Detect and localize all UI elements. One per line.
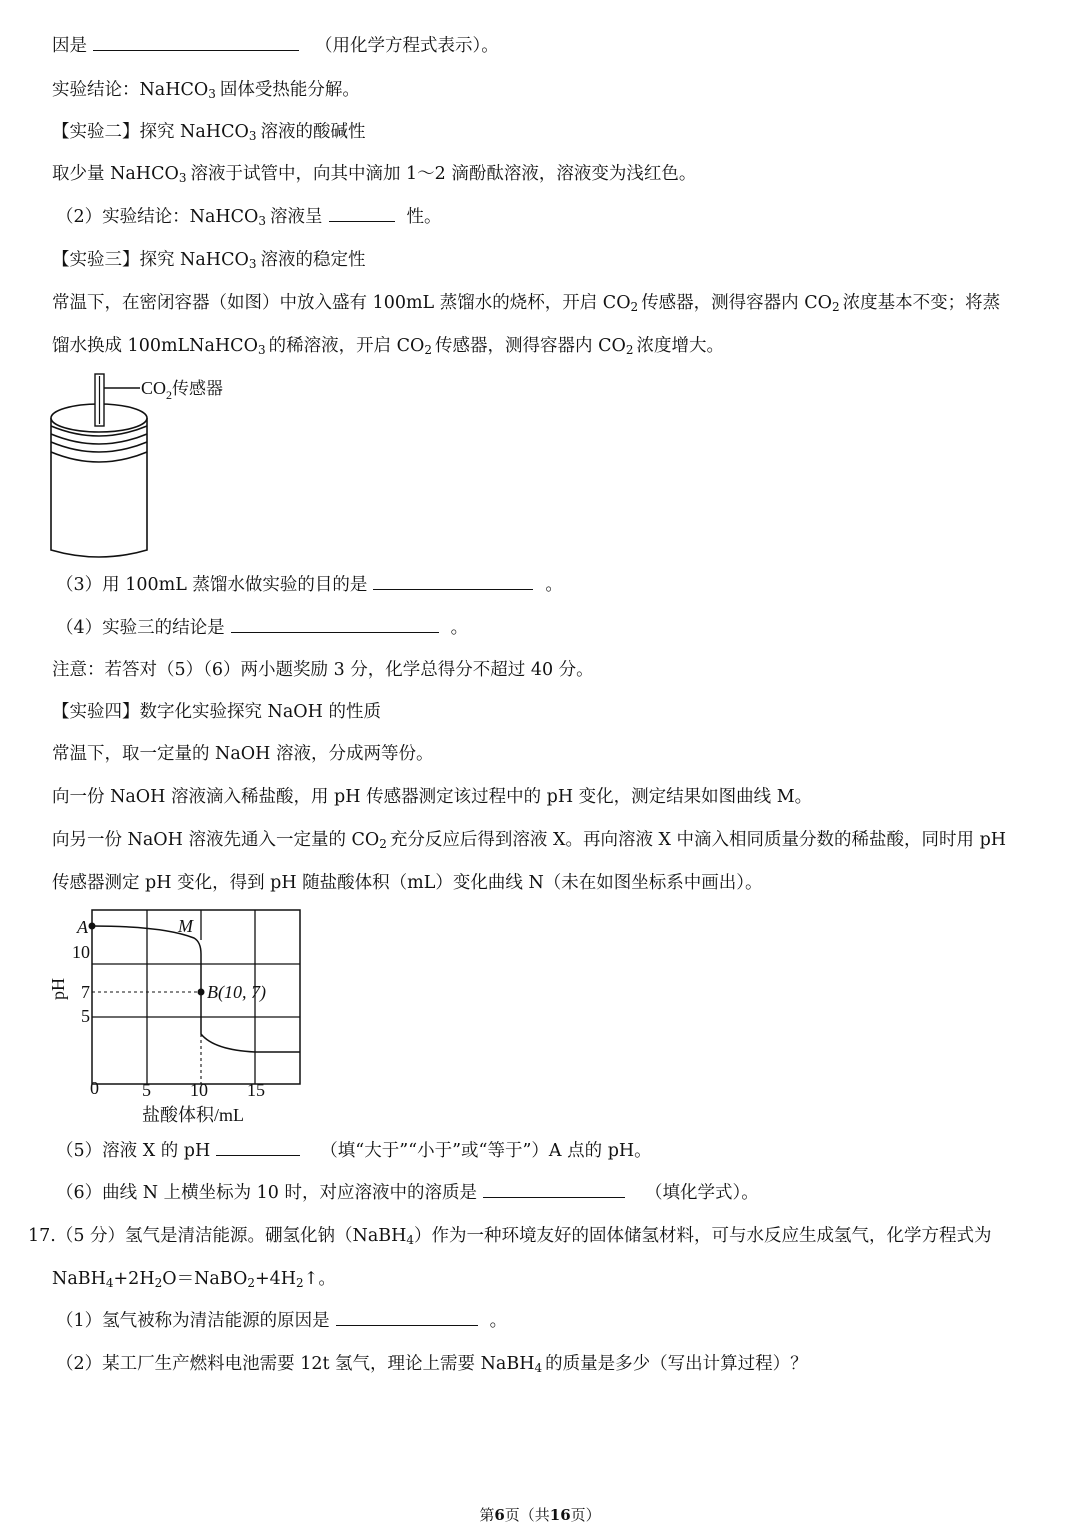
line-text: 浓度增大。: [636, 336, 724, 356]
total-pages: 16: [549, 1506, 571, 1524]
line-text: （1）氢气被称为清洁能源的原因是: [56, 1311, 330, 1331]
line-text: O＝NaBO: [162, 1269, 248, 1289]
question-6: [56, 1181, 759, 1205]
experiment-four-line-3: [52, 828, 1006, 852]
y-tick-5: 5: [81, 1006, 90, 1026]
line-text: 传感器，测得容器内 CO: [435, 336, 626, 356]
x-tick-15: 15: [247, 1080, 265, 1100]
bonus-note: [52, 658, 594, 682]
chemical-equation: [52, 1267, 336, 1291]
subscript: 2: [424, 343, 433, 357]
subscript: 2: [630, 300, 639, 314]
experiment-four-line-2: [52, 785, 812, 809]
line-text: 馏水换成 100mLNaHCO: [52, 336, 258, 356]
y-axis-label: pH: [48, 978, 68, 1000]
line-text: （6）曲线 N 上横坐标为 10 时，对应溶液中的溶质是: [56, 1183, 477, 1203]
line-text: 【实验三】探究 NaHCO: [52, 250, 249, 270]
point-b-label: B(10, 7): [207, 982, 266, 1002]
subscript: 2: [247, 1276, 255, 1290]
line-text: （2）某工厂生产燃料电池需要 12t 氢气，理论上需要 NaBH: [56, 1354, 535, 1374]
subscript: 2: [832, 300, 840, 314]
subscript: 3: [257, 343, 266, 357]
x-tick-10: 10: [190, 1080, 208, 1100]
experiment-four-line-1: [52, 742, 433, 766]
line-text: 固体受热能分解。: [219, 80, 360, 100]
line-text: 传感器，测得容器内 CO: [641, 293, 832, 313]
line-text: 溶液的酸碱性: [260, 122, 366, 142]
footer-text: 页）: [570, 1506, 601, 1524]
experiment-four-heading: [52, 700, 381, 724]
sensor-label: $CO_2$传感器: [141, 378, 224, 402]
chart-frame: [92, 910, 300, 1084]
line-text: 。: [545, 575, 563, 595]
line-text: 常温下，取一定量的 NaOH 溶液，分成两等份。: [52, 744, 434, 764]
line-text: 传感器测定 pH 变化，得到 pH 随盐酸体积（mL）变化曲线 N（未在如图坐标系中画出）。: [52, 873, 763, 893]
line-text: 常温下，在密闭容器（如图）中放入盛有 100mL 蒸馏水的烧杯，开启 CO: [52, 293, 631, 313]
line-text: （5）溶液 X 的 pH: [56, 1141, 211, 1161]
ph-curve-chart: [44, 902, 314, 1132]
footer-text: 第: [479, 1506, 495, 1524]
footer-text: 页（共: [504, 1506, 550, 1524]
line-text: 17.（5 分）氢气是清洁能源。硼氢化钠（NaBH: [28, 1226, 407, 1246]
page-footer: [0, 1504, 1080, 1525]
line-text: 取少量 NaHCO: [52, 164, 179, 184]
curve-m: [92, 926, 300, 1052]
question-4: [56, 616, 468, 640]
experiment-two-heading: [52, 120, 365, 144]
answer-blank[interactable]: [216, 1139, 300, 1156]
line-text: 因是: [52, 36, 87, 56]
experiment-two-procedure: [52, 162, 696, 186]
experiment-three-procedure-1: [52, 291, 1000, 315]
answer-blank[interactable]: [231, 616, 439, 633]
question-17-stem: [28, 1224, 992, 1248]
point-b-marker: [198, 989, 205, 996]
answer-blank[interactable]: [93, 34, 299, 51]
subscript: 2: [379, 837, 387, 851]
curve-m-label: M: [178, 916, 193, 936]
line-text: 【实验四】数字化实验探究 NaOH 的性质: [52, 702, 381, 722]
line-text: 注意：若答对（5）（6）两小题奖励 3 分，化学总得分不超过 40 分。: [52, 660, 594, 680]
line-text: （用化学方程式表示）。: [315, 36, 499, 56]
line-text: +2H: [113, 1269, 155, 1289]
experiment-three-heading: [52, 248, 365, 272]
y-tick-10: 10: [72, 942, 90, 962]
subscript: 2: [154, 1276, 163, 1290]
page-number: 6: [494, 1506, 505, 1524]
line-text: 溶液呈: [270, 207, 323, 227]
question-2: [56, 205, 442, 229]
question-5: [56, 1139, 652, 1163]
line-text: 的稀溶液，开启 CO: [268, 336, 425, 356]
lid-ring: [51, 452, 147, 462]
subscript: 4: [406, 1233, 415, 1247]
line-text: 溶液于试管中，向其中滴加 1～2 滴酚酞溶液，溶液变为浅红色。: [190, 164, 697, 184]
line-text: 。: [450, 618, 469, 638]
line-text: 浓度基本不变；将蒸: [842, 293, 1001, 313]
question-17-2: [56, 1352, 808, 1376]
subscript: 3: [208, 87, 216, 101]
question-3: [56, 573, 563, 597]
question-17-1: [56, 1309, 507, 1333]
answer-blank[interactable]: [373, 573, 533, 590]
answer-blank[interactable]: [483, 1181, 625, 1198]
x-tick-5: 5: [142, 1080, 151, 1100]
line-text: 溶液的稳定性: [260, 250, 366, 270]
subscript: 3: [248, 257, 257, 271]
experiment-conclusion: [52, 78, 360, 102]
line-text: 充分反应后得到溶液 X。再向溶液 X 中滴入相同质量分数的稀盐酸，同时用 pH: [389, 830, 1007, 850]
text-line-1: [52, 34, 499, 58]
x-axis-label: 盐酸体积/mL: [142, 1105, 244, 1125]
line-text: 。: [489, 1311, 508, 1331]
subscript: 3: [178, 171, 187, 185]
experiment-three-procedure-2: [52, 334, 724, 358]
point-a-label: A: [77, 917, 88, 937]
line-text: （3）用 100mL 蒸馏水做实验的目的是: [56, 575, 368, 595]
line-text: NaBH: [52, 1269, 106, 1289]
line-text: ↑。: [303, 1269, 336, 1289]
x-tick-0: 0: [90, 1078, 99, 1098]
line-text: ）作为一种环境友好的固体储氢材料，可与水反应生成氢气，化学方程式为: [414, 1226, 992, 1246]
line-text: 向另一份 NaOH 溶液先通入一定量的 CO: [52, 830, 380, 850]
line-text: （2）实验结论：NaHCO: [56, 207, 259, 227]
subscript: 3: [248, 129, 257, 143]
line-text: 的质量是多少（写出计算过程）？: [545, 1354, 808, 1374]
answer-blank[interactable]: [329, 205, 395, 222]
line-text: 向一份 NaOH 溶液滴入稀盐酸，用 pH 传感器测定该过程中的 pH 变化，测定结果如图曲线 M。: [52, 787, 813, 807]
experiment-four-line-4: [52, 871, 763, 895]
line-text: +4H: [254, 1269, 297, 1289]
line-text: （填化学式）。: [644, 1183, 759, 1203]
line-text: （填“大于”“小于”或“等于”）A 点的 pH。: [320, 1141, 652, 1161]
line-text: 实验结论：NaHCO: [52, 80, 209, 100]
sealed-container-figure: [44, 368, 244, 560]
subscript: 4: [534, 1361, 543, 1375]
subscript: 4: [105, 1276, 114, 1290]
subscript: 3: [258, 214, 267, 228]
point-a-marker: [89, 923, 96, 930]
y-tick-7: 7: [81, 982, 90, 1002]
subscript: 2: [296, 1276, 304, 1290]
answer-blank[interactable]: [336, 1309, 478, 1326]
subscript: 2: [625, 343, 634, 357]
line-text: 性。: [406, 207, 442, 227]
line-text: （4）实验三的结论是: [56, 618, 225, 638]
line-text: 【实验二】探究 NaHCO: [52, 122, 249, 142]
